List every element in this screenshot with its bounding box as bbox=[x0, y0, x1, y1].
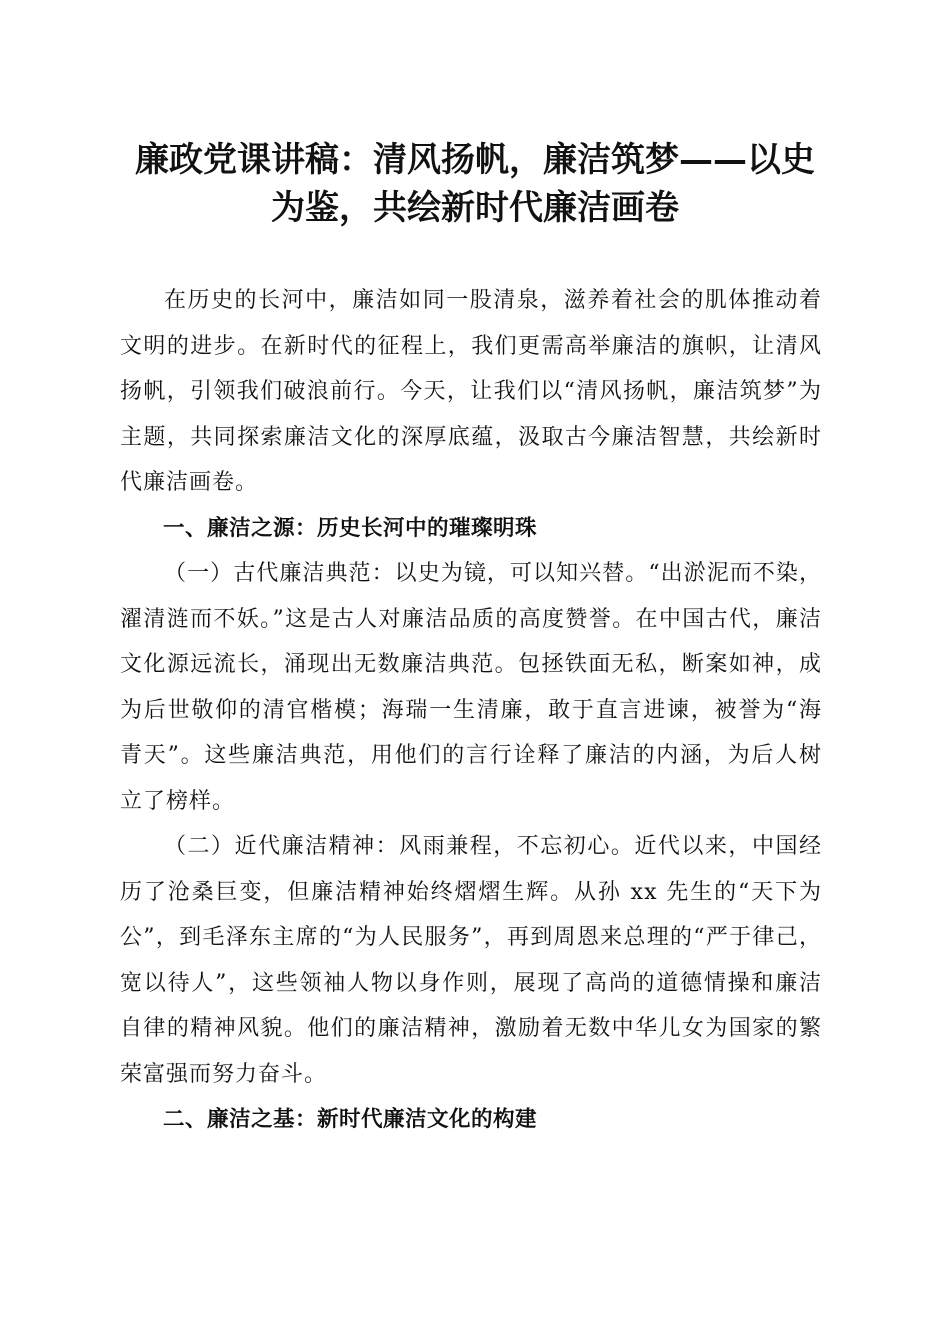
section-1-paragraph-1: （一）古代廉洁典范：以史为镜，可以知兴替。“出淤泥而不染，濯清涟而不妖。”这是古人对廉洁品质的高度赞誉。在中国古代，廉洁文化源远流长，涌现出无数廉洁典范。包拯铁面无私，断案如神，成为后世敬仰的清官楷模；海瑞一生清廉，敢于直言进谏，被誉为“海青天”。这些廉洁典范，用他们的言行诠释了廉洁的内涵，为后人树立了榜样。 bbox=[120, 561, 822, 814]
intro-paragraph: 在历史的长河中，廉洁如同一股清泉，滋养着社会的肌体推动着文明的进步。在新时代的征程上，我们更需高举廉洁的旗帜，让清风扬帆，引领我们破浪前行。今天，让我们以“清风扬帆，廉洁筑梦”为主题，共同探索廉洁文化的深厚底蕴，汲取古今廉洁智慧，共绘新时代廉洁画卷。 bbox=[120, 288, 822, 495]
document-title-line-1: 廉政党课讲稿：清风扬帆，廉洁筑梦——以史 bbox=[135, 140, 815, 180]
document-title-line-2: 为鉴，共绘新时代廉洁画卷 bbox=[271, 188, 679, 228]
section-1-paragraph-2: （二）近代廉洁精神：风雨兼程，不忘初心。近代以来，中国经历了沧桑巨变，但廉洁精神始终熠熠生辉。从孙 xx 先生的“天下为公”，到毛泽东主席的“为人民服务”，再到周恩来总理的“严于律己，宽以待人”，这些领袖人物以身作则，展现了高尚的道德情操和廉洁自律的精神风貌。他们的廉洁精神，激励着无数中华儿女为国家的繁荣富强而努力奋斗。 bbox=[120, 834, 822, 1087]
document-body bbox=[120, 278, 822, 1143]
section-heading-2: 二、廉洁之基：新时代廉洁文化的构建 bbox=[163, 1107, 538, 1132]
section-heading-1: 一、廉洁之源：历史长河中的璀璨明珠 bbox=[163, 515, 538, 541]
